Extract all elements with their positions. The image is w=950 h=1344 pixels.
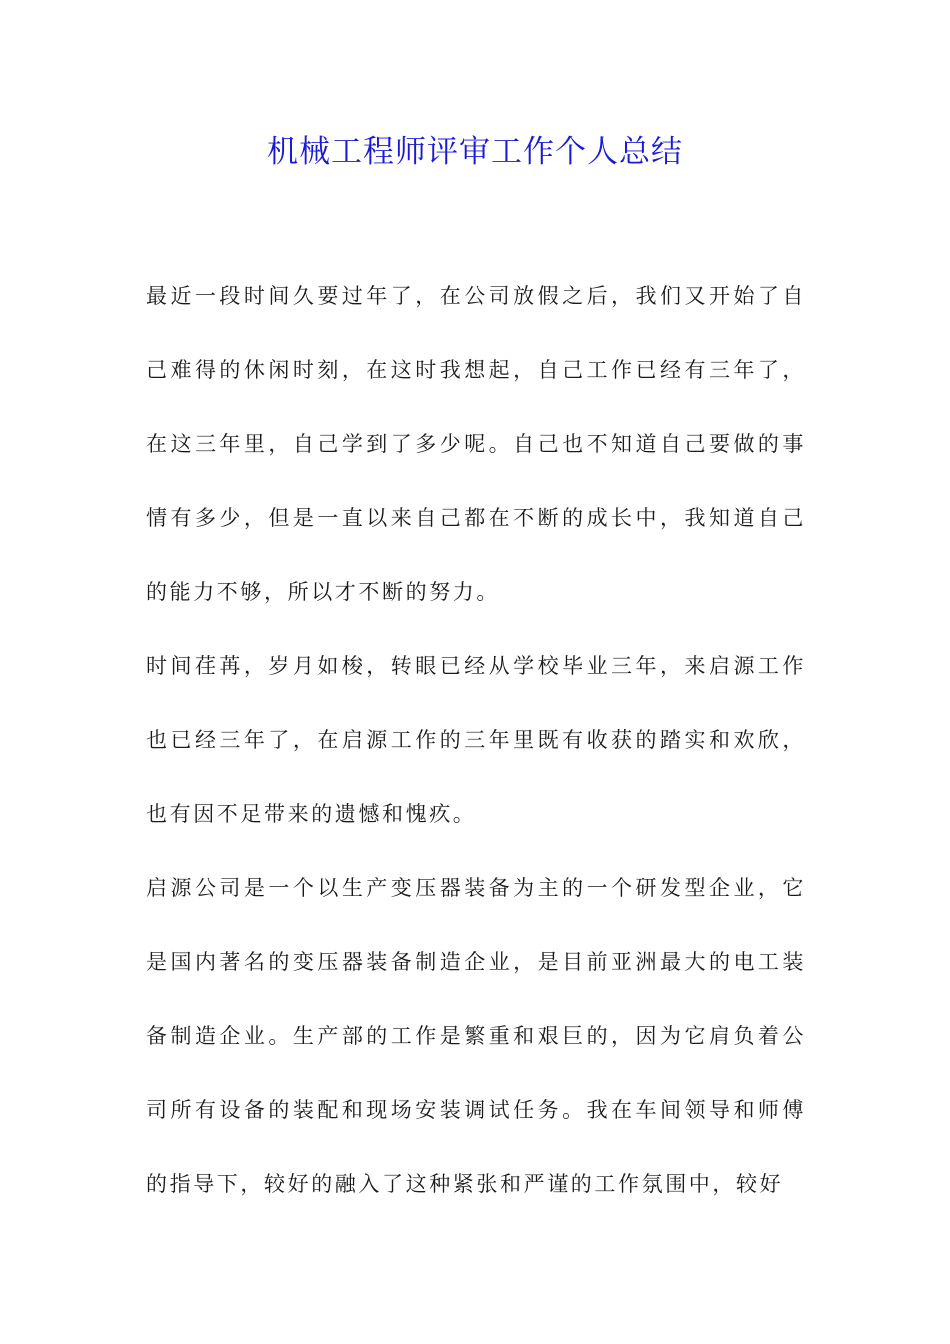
document-title: 机械工程师评审工作个人总结 xyxy=(267,134,683,170)
paragraph-3: 启源公司是一个以生产变压器装备为主的一个研发型企业，它是国内著名的变压器装备制造企业，是目前亚洲最大的电工装备制造企业。生产部的工作是繁重和艰巨的，因为它肩负着公司所有设备的装配和现场安装调试任务。我在车间领导和师傅的指导下，较好的融入了这种紧张和严谨的工作氛围中，较好 xyxy=(146,876,806,1196)
paragraph-1: 最近一段时间久要过年了，在公司放假之后，我们又开始了自己难得的休闲时刻，在这时我想起，自己工作已经有三年了，在这三年里，自己学到了多少呢。自己也不知道自己要做的事情有多少，但是一直以来自己都在不断的成长中，我知道自己的能力不够，所以才不断的努力。 xyxy=(146,284,806,604)
paragraph-2: 时间荏苒，岁月如梭，转眼已经从学校毕业三年，来启源工作也已经三年了，在启源工作的三年里既有收获的踏实和欢欣，也有因不足带来的遗憾和愧疚。 xyxy=(146,654,806,826)
document-body xyxy=(146,259,806,1221)
